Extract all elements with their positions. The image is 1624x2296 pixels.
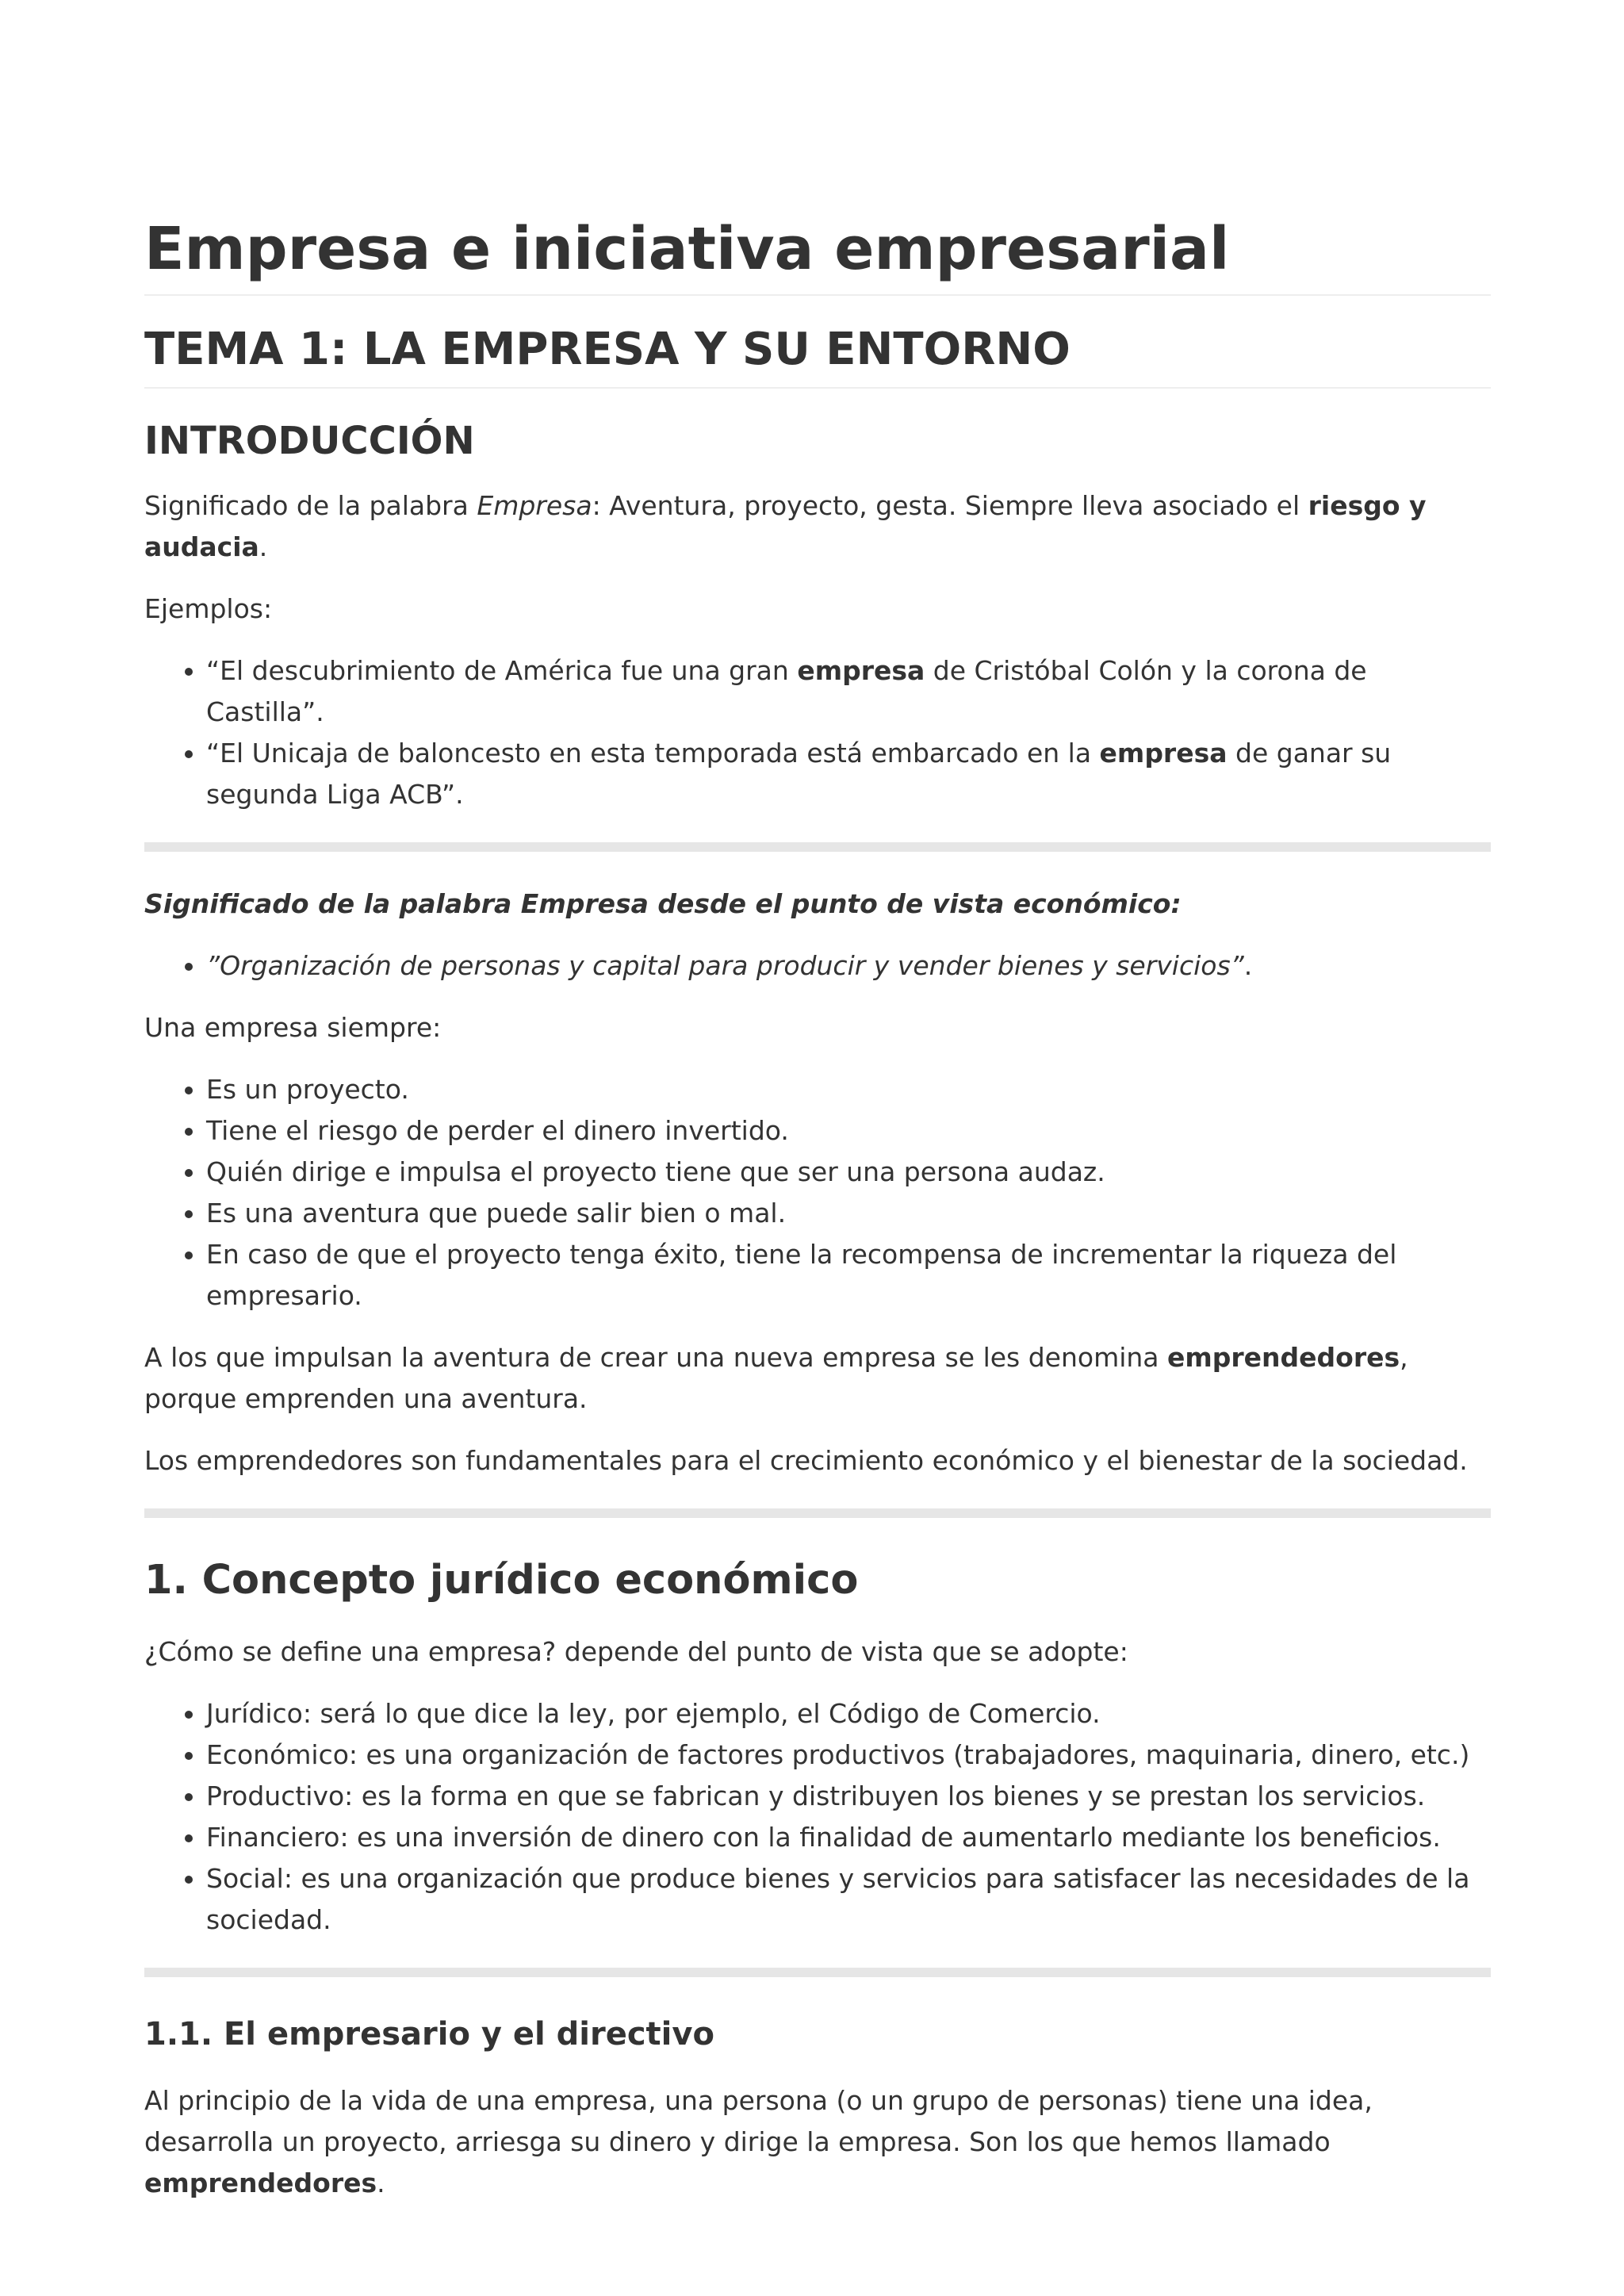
concept-intro: ¿Cómo se define una empresa? depende del punto de vista que se adopte: [144,1635,1128,1667]
list-item: • Productivo: es la forma en que se fabrican y distribuyen los bienes y se prestan los servicios. [206,1776,1491,1817]
list-item: • Es una aventura que puede salir bien o mal. [206,1193,1491,1234]
economic-heading: Significado de la palabra Empresa desde el punto de vista económico: [144,887,1182,919]
list-item: • Tiene el riesgo de perder el dinero invertido. [206,1110,1491,1152]
list-item: • En caso de que el proyecto tenga éxito, tiene la recompensa de incrementar la riqueza del empresario. [206,1234,1491,1317]
section-divider [144,1508,1491,1518]
section-title: TEMA 1: LA EMPRESA Y SU ENTORNO [144,323,1491,389]
strong-riesgo: riesgo y audacia [144,489,1427,562]
list-item: • “El Unicaja de baloncesto en esta temporada está embarcado en la empresa de ganar su segunda Liga ACB”. [206,733,1491,815]
list-item: • ”Organización de personas y capital para producir y vender bienes y servicios”. [206,945,1491,987]
list-item: • Es un proyecto. [206,1069,1491,1110]
document-title: Empresa e iniciativa empresarial [144,214,1491,296]
growth-paragraph: Los emprendedores son fundamentales para el crecimiento económico y el bienestar de la sociedad. [144,1444,1468,1476]
always-list [144,1069,1491,1317]
list-item: • Quién dirige e impulsa el proyecto tiene que ser una persona audaz. [206,1152,1491,1193]
list-item: • Jurídico: será lo que dice la ley, por ejemplo, el Código de Comercio. [206,1693,1491,1734]
list-item: • Económico: es una organización de factores productivos (trabajadores, maquinaria, dinero, etc.) [206,1734,1491,1776]
strong-emprendedores: emprendedores [144,2167,377,2198]
list-item: • Social: es una organización que produce bienes y servicios para satisfacer las necesidades de la sociedad. [206,1858,1491,1941]
concept-list [144,1693,1491,1941]
intro-paragraph: Significado de la palabra Empresa: Aventura, proyecto, gesta. Siempre lleva asociado el riesgo y audacia. [144,489,1427,562]
concept-heading: 1. Concepto jurídico económico [144,1556,859,1604]
definition-list [144,945,1491,987]
emprendedores-paragraph: A los que impulsan la aventura de crear una nueva empresa se les denomina emprendedores, porque emprenden una aventura. [144,1341,1408,1414]
list-item: • “El descubrimiento de América fue una gran empresa de Cristóbal Colón y la corona de Castilla”. [206,650,1491,733]
strong-emprendedores: emprendedores [1167,1341,1400,1373]
examples-label: Ejemplos: [144,592,273,624]
section-divider [144,1968,1491,1977]
section-divider [144,842,1491,852]
empresario-heading: 1.1. El empresario y el directivo [144,2015,714,2053]
intro-heading: INTRODUCCIÓN [144,418,475,463]
always-label: Una empresa siempre: [144,1011,442,1043]
emphasis-empresa: Empresa [477,489,592,521]
examples-list [144,650,1491,815]
list-item: • Financiero: es una inversión de dinero con la finalidad de aumentarlo mediante los beneficios. [206,1817,1491,1858]
empresario-paragraph: Al principio de la vida de una empresa, una persona (o un grupo de personas) tiene una idea, desarrolla un proyecto, arriesga su dinero y dirige la empresa. Son los que hemos llamado emprendedores. [144,2084,1373,2198]
